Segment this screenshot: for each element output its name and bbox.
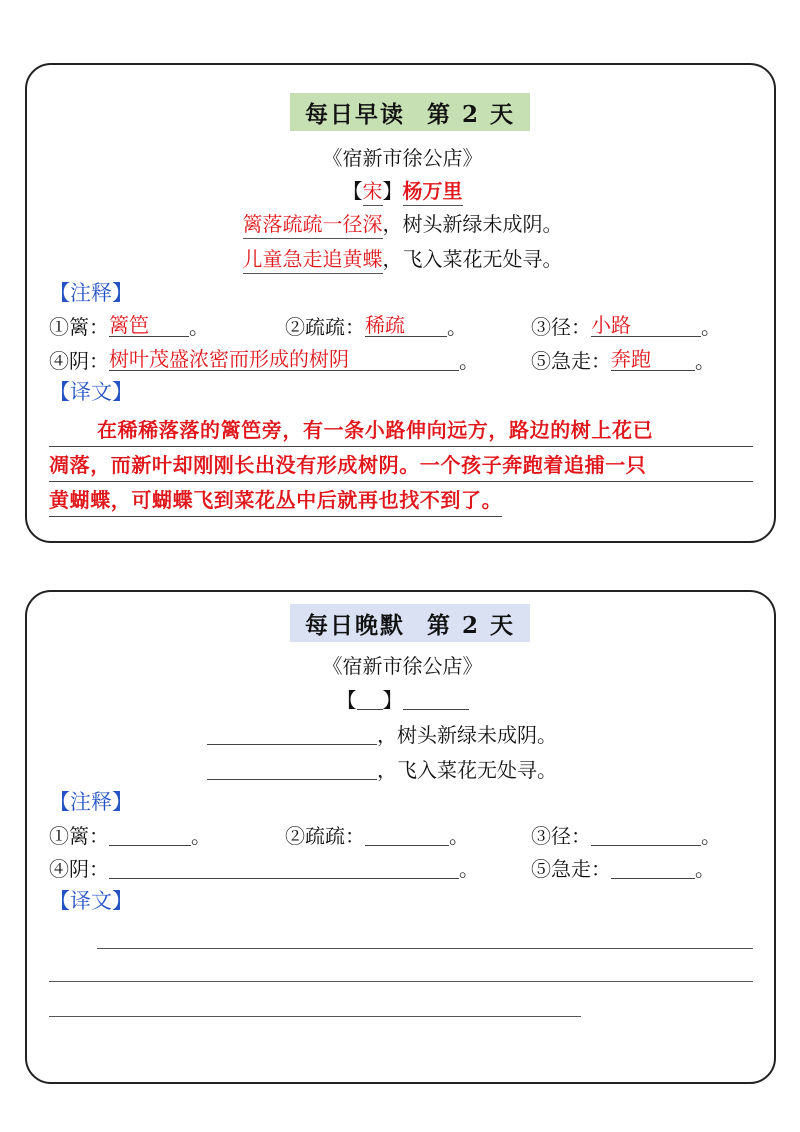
translation-blank-line-2[interactable] bbox=[49, 981, 753, 982]
note-2 bbox=[285, 825, 469, 846]
note-2-end: 。 bbox=[447, 315, 467, 339]
note-3-end: 。 bbox=[701, 824, 721, 848]
poem-author-line bbox=[27, 181, 778, 201]
poem-line-1 bbox=[207, 724, 557, 745]
dynasty-bracket-close: 】 bbox=[382, 179, 403, 203]
card-title-day: 第 2 天 bbox=[426, 611, 516, 639]
poem-line-2 bbox=[207, 759, 557, 780]
note-4-label: ④阴： bbox=[49, 857, 109, 881]
note-2-blank[interactable] bbox=[365, 825, 449, 846]
note-2-answer: 稀疏 bbox=[365, 315, 447, 337]
card-title bbox=[290, 604, 530, 642]
note-2-label: ②疏疏： bbox=[285, 315, 365, 339]
dynasty-bracket-close: 】 bbox=[382, 688, 403, 712]
note-4-answer: 树叶茂盛浓密而形成的树阴 bbox=[109, 349, 459, 371]
note-1-end: 。 bbox=[189, 315, 209, 339]
note-2-end: 。 bbox=[449, 824, 469, 848]
translation-line-1: 在稀稀落落的篱笆旁，有一条小路伸向远方，路边的树上花已 bbox=[49, 414, 753, 447]
poem-author-line bbox=[27, 690, 778, 710]
poem-title: 《宿新市徐公店》 bbox=[322, 654, 483, 678]
poem-title: 《宿新市徐公店》 bbox=[322, 146, 483, 170]
note-1 bbox=[49, 315, 209, 337]
note-1-answer: 篱笆 bbox=[109, 315, 189, 337]
note-5 bbox=[531, 349, 715, 371]
note-1-label: ①篱： bbox=[49, 824, 109, 848]
note-3 bbox=[531, 315, 721, 337]
author-blank[interactable] bbox=[403, 709, 469, 710]
poem-line-1 bbox=[27, 214, 778, 234]
note-5-blank[interactable] bbox=[611, 858, 695, 879]
note-5-label: ⑤急走： bbox=[531, 349, 611, 373]
card-title-main: 每日早读 bbox=[304, 100, 405, 128]
poem-line-1-blank[interactable] bbox=[207, 724, 377, 745]
translation-blank-line-3[interactable] bbox=[49, 1016, 581, 1017]
note-3-label: ③径： bbox=[531, 315, 591, 339]
dynasty-bracket-open: 【 bbox=[336, 688, 357, 712]
poem-line-1-rest: ，树头新绿未成阴。 bbox=[377, 723, 557, 747]
dynasty-blank[interactable] bbox=[357, 709, 383, 710]
notes-heading: 【注释】 bbox=[49, 281, 133, 305]
note-4-blank[interactable] bbox=[109, 858, 459, 879]
note-1-blank[interactable] bbox=[109, 825, 191, 846]
note-2 bbox=[285, 315, 467, 337]
note-3-blank[interactable] bbox=[591, 825, 701, 846]
note-4-end: 。 bbox=[459, 349, 479, 373]
card-title-main: 每日晚默 bbox=[304, 611, 405, 639]
note-5-answer: 奔跑 bbox=[611, 349, 695, 371]
translation-line-2: 凋落，而新叶却刚刚长出没有形成树阴。一个孩子奔跑着追捕一只 bbox=[49, 449, 753, 482]
poem-line-2-blank[interactable] bbox=[207, 759, 377, 780]
author-answer: 杨万里 bbox=[403, 179, 463, 206]
poem-line-2 bbox=[27, 249, 778, 269]
dynasty-bracket-open: 【 bbox=[342, 179, 363, 203]
poem-line-2-rest: ，飞入菜花无处寻。 bbox=[377, 758, 557, 782]
note-5-end: 。 bbox=[695, 857, 715, 881]
poem-line-1-answer: 篱落疏疏一径深 bbox=[243, 212, 383, 239]
translation-heading: 【译文】 bbox=[49, 380, 133, 404]
note-3-label: ③径： bbox=[531, 824, 591, 848]
card-title-day: 第 2 天 bbox=[426, 100, 516, 128]
note-5 bbox=[531, 858, 715, 879]
translation-blank-line-1[interactable] bbox=[97, 948, 753, 949]
note-4 bbox=[49, 349, 479, 371]
notes-heading: 【注释】 bbox=[49, 790, 133, 814]
note-4 bbox=[49, 858, 479, 879]
morning-reading-card bbox=[25, 63, 776, 543]
poem-line-2-rest: ，飞入菜花无处寻。 bbox=[382, 247, 563, 271]
card-title bbox=[290, 93, 530, 131]
dynasty-answer: 宋 bbox=[363, 179, 383, 206]
note-2-label: ②疏疏： bbox=[285, 824, 365, 848]
note-5-label: ⑤急走： bbox=[531, 857, 611, 881]
note-1-label: ①篱： bbox=[49, 315, 109, 339]
translation-line-3: 黄蝴蝶，可蝴蝶飞到菜花丛中后就再也找不到了。 bbox=[49, 484, 502, 517]
evening-dictation-card bbox=[25, 590, 776, 1084]
note-3 bbox=[531, 825, 721, 846]
note-3-answer: 小路 bbox=[591, 315, 701, 337]
note-3-end: 。 bbox=[701, 315, 721, 339]
note-4-label: ④阴： bbox=[49, 349, 109, 373]
note-4-end: 。 bbox=[459, 857, 479, 881]
translation-heading: 【译文】 bbox=[49, 889, 133, 913]
note-1 bbox=[49, 825, 211, 846]
note-1-end: 。 bbox=[191, 824, 211, 848]
note-5-end: 。 bbox=[695, 349, 715, 373]
poem-line-2-answer: 儿童急走追黄蝶 bbox=[243, 247, 383, 274]
poem-line-1-rest: ，树头新绿未成阴。 bbox=[382, 212, 563, 236]
